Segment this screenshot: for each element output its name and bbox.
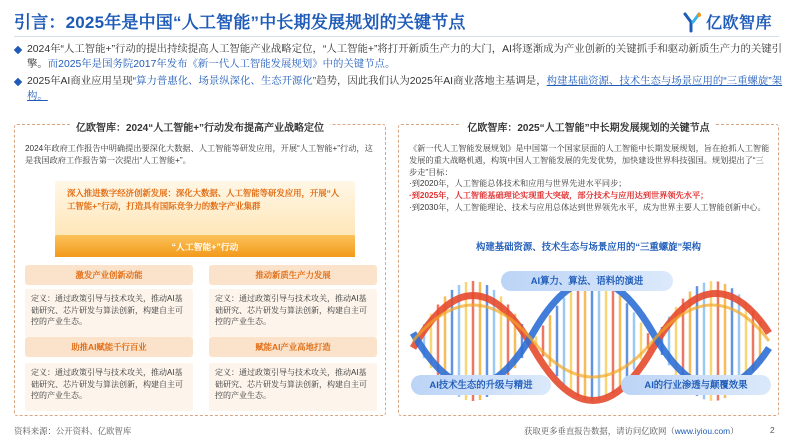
logo-icon (683, 11, 703, 33)
footer-link[interactable]: www.iyiou.com (674, 426, 731, 436)
policy-banner (55, 181, 355, 237)
footer-promo: 获取更多垂直报告数据，请访问亿欧网（www.iyiou.com） (524, 426, 739, 436)
left-panel-title: 亿欧智库：2024“人工智能+”行动发布提高产业战略定位 (15, 118, 385, 136)
logo-text: 亿欧智库 (706, 15, 773, 32)
card-1-header: 激发产业创新动能 (25, 265, 193, 285)
helix-tag-industry: AI的行业渗透与颠覆效果 (621, 375, 771, 395)
page-number: 2 (770, 425, 775, 435)
plan-step-2020: ·到2020年，人工智能总体技术和应用与世界先进水平同步； (409, 179, 627, 189)
bullet-2-highlight-b: 构建基础资源、技术生态与场景应用的“三重螺旋”架构。 (27, 76, 783, 102)
right-panel-title: 亿欧智库：2025“人工智能”中长期发展规划的关键节点 (399, 118, 778, 136)
policy-banner-text: 深入推进数字经济创新发展：深化大数据、人工智能等研发应用，开展“人工智能+”行动，打造具有国际竞争力的数字产业集群 (67, 188, 340, 211)
intro-bullets (14, 43, 784, 107)
card-2-body: 定义：通过政策引导与技术攻关，推动AI基础研究、芯片研发与算法创新，构建自主可控的产业生态。 (209, 289, 377, 337)
card-1-body: 定义：通过政策引导与技术攻关，推动AI基础研究、芯片研发与算法创新，构建自主可控的产业生态。 (25, 289, 193, 337)
bullet-1-highlight: 而2025年是国务院2017年发布《新一代人工智能发展规划》中的关键节点。 (47, 58, 396, 70)
bullet-1-text: 2024年“人工智能+”行动的提出持续提高人工智能产业战略定位，“人工智能+”将打开新质生产力的大门，AI将逐渐成为产业创新的关键抓手和驱动新质生产力的关键引擎。 (27, 44, 783, 70)
plan-step-2025: ·到2025年，人工智能基础理论实现重大突破，部分技术与应用达到世界领先水平； (409, 191, 709, 201)
right-panel (398, 124, 779, 416)
bullet-2-text-a: 2025年AI商业应用呈现 (27, 76, 133, 87)
action-stage (55, 235, 355, 257)
card-2-header: 推动新质生产力发展 (209, 265, 377, 285)
card-4-body: 定义：通过政策引导与技术攻关，推动AI基础研究、芯片研发与算法创新，构建自主可控的产业生态。 (209, 363, 377, 411)
bullet-2 (14, 75, 784, 104)
bullet-2-text-b: 趋势，因此我们认为2025年AI商业落地主基调是， (316, 76, 547, 87)
plan-step-2030: ·到2030年，人工智能理论、技术与应用总体达到世界领先水平，成为世界主要人工智能创新中心。 (409, 202, 766, 212)
left-panel (14, 124, 386, 416)
card-3-header: 助推AI赋能千行百业 (25, 337, 193, 357)
source-note: 资料来源：公开资料、亿欧智库 (14, 426, 132, 436)
card-4-header: 赋能AI产业高地打造 (209, 337, 377, 357)
page-title: 引言：2025年是中国“人工智能”中长期发展规划的关键节点 (14, 13, 466, 32)
bullet-2-highlight-a: “算力普惠化、场景纵深化、生态开源化” (132, 76, 317, 87)
bullet-1 (14, 43, 784, 72)
brand-logo (683, 10, 772, 33)
helix-tag-ecosystem: AI技术生态的升级与精进 (411, 375, 551, 395)
helix-tag-compute: AI算力、算法、语料的演进 (501, 271, 673, 291)
right-panel-intro (409, 143, 771, 214)
card-3-body: 定义：通过政策引导与技术攻关，推动AI基础研究、芯片研发与算法创新，构建自主可控的产业生态。 (25, 363, 193, 411)
plan-description: 《新一代人工智能发展规划》是中国第一个国家层面的人工智能中长期发展规划，旨在抢抓人工智能发展的重大战略机遇，构筑中国人工智能发展的先发优势，加快建设世界科技强国。规划提出了“三步走”目标： (409, 144, 770, 177)
helix-title: 构建基础资源、技术生态与场景应用的“三重螺旋”架构 (475, 241, 701, 252)
header-divider (14, 36, 779, 37)
left-panel-intro: 2024年政府工作报告中明确提出要深化大数据、人工智能等研发应用，开展“人工智能+”行动，这是我国政府工作报告第一次提出“人工智能+”。 (25, 144, 373, 165)
action-stage-label: “人工智能+”行动 (171, 242, 239, 252)
